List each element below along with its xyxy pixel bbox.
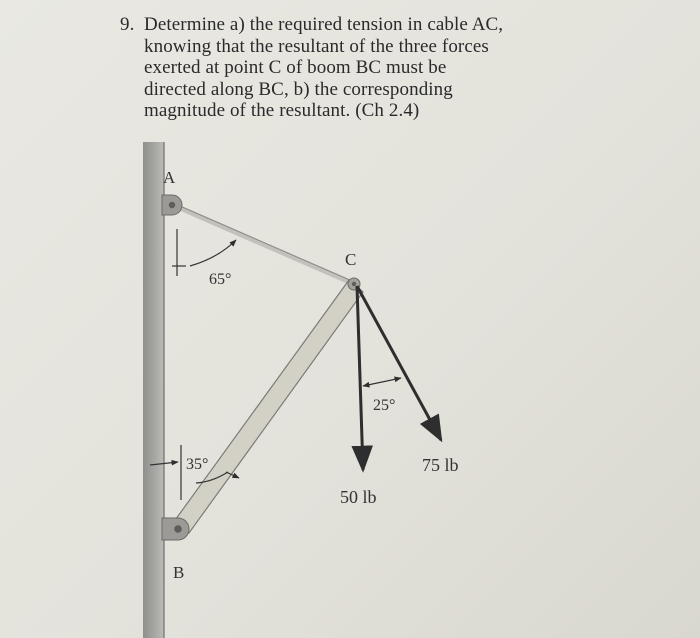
boom-bc [173,280,363,533]
cable-ac-edge [173,203,352,281]
label-force-75lb: 75 lb [422,455,459,475]
support-b [162,518,189,540]
support-a [162,195,182,215]
label-angle-25: 25° [373,397,396,414]
problem-line-5: magnitude of the resultant. (Ch 2.4) [144,100,420,121]
problem-line-1: Determine a) the required tension in cable AC, [144,14,504,35]
cable-ac [173,205,352,283]
force-50lb-arrow [357,286,363,470]
problem-number: 9. [120,14,135,35]
force-75lb-arrow [357,286,441,440]
problem-line-2: knowing that the resultant of the three forces [144,35,489,57]
problem-line-3: exerted at point C of boom BC must be [144,57,447,78]
angle-65-arc [190,240,236,266]
label-angle-65: 65° [209,271,232,288]
label-point-b: B [173,563,185,582]
wall [143,142,164,638]
label-force-50lb: 50 lb [340,487,377,507]
joint-c-pin [352,282,356,286]
label-angle-35: 35° [186,456,209,473]
label-point-c: C [345,250,357,269]
angle-25-indicator [363,378,401,386]
label-point-a: A [163,168,176,187]
problem-line-4: directed along BC, b) the corresponding [144,78,453,100]
